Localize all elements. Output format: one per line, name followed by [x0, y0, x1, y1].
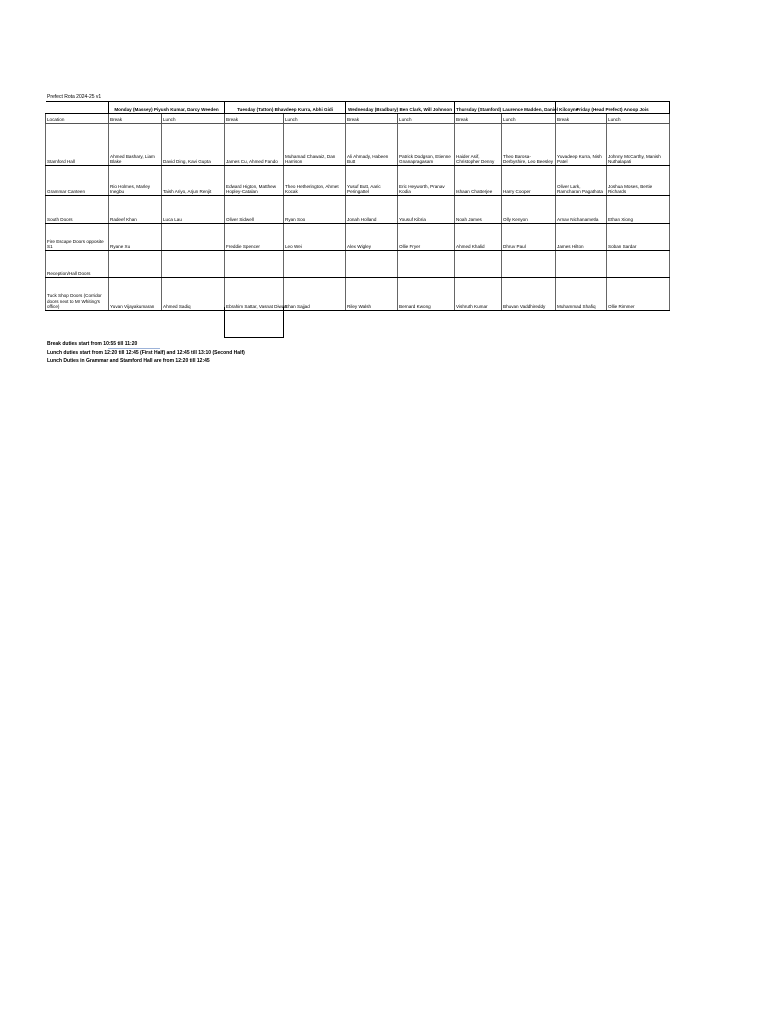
duty-cell: [162, 224, 225, 251]
duty-cell: [398, 251, 455, 278]
duty-cell: Joshua Moses, Bertie Richards: [607, 166, 670, 196]
duty-cell: Bhuvan Vaddhireddy: [502, 278, 556, 311]
duty-cell: Yusuf Butt, Aaric Peringattel: [346, 166, 398, 196]
table-row: [46, 124, 670, 166]
duty-cell: Rio Holmes, Marley Inegbu: [109, 166, 162, 196]
lunch-column-header: Lunch: [607, 114, 670, 124]
duty-cell: [346, 251, 398, 278]
location-column-header: Location: [46, 114, 109, 124]
duty-cell: Patrick Dodgson, Etienne Gnanapragasam: [398, 124, 455, 166]
lunch-column-header: Lunch: [162, 114, 225, 124]
duty-cell: [502, 251, 556, 278]
duty-cell: David Ding, Kavi Gupta: [162, 124, 225, 166]
lunch-column-header: Lunch: [284, 114, 346, 124]
duty-cell: Theo Barosa-Derbyshire, Leo Beesley: [502, 124, 556, 166]
day-header-row: [46, 102, 670, 114]
table-row: [46, 251, 670, 278]
duty-cell: Luca Lau: [162, 196, 225, 224]
duty-cell: [225, 251, 284, 278]
duty-cell: Olly Kenyon: [502, 196, 556, 224]
lunch-column-header: Lunch: [502, 114, 556, 124]
break-column-header: Break: [455, 114, 502, 124]
lunch-column-header: Lunch: [398, 114, 455, 124]
duty-cell: Ethan Xiong: [607, 196, 670, 224]
break-column-header: Break: [346, 114, 398, 124]
duty-cell: Noah James: [455, 196, 502, 224]
break-column-header: Break: [109, 114, 162, 124]
duty-cell: Ehan Sajjad: [284, 278, 346, 311]
duty-cell: Yousuf Kibria: [398, 196, 455, 224]
duty-cell: Ollie Rimmer: [607, 278, 670, 311]
table-row: [46, 224, 670, 251]
duty-cell: Radeef Khan: [109, 196, 162, 224]
duty-cell: Oliver Sidwell: [225, 196, 284, 224]
grammar-stamford-lunch-note: Lunch Duties in Grammar and Stamford Hall are from 12:20 till 12:45: [47, 358, 210, 365]
location-cell: South Doors: [46, 196, 109, 224]
duty-cell: [556, 251, 607, 278]
duty-cell: Ollie Fryer: [398, 224, 455, 251]
duty-cell: Ahmed Sadiq: [162, 278, 225, 311]
duty-time-notes: [47, 340, 260, 366]
duty-cell: [109, 251, 162, 278]
duty-cell: Ryane Xu: [109, 224, 162, 251]
lunch-times-note: Lunch duties start from 12:20 till 12:45 (First Half) and 12:45 till 13:10 (Second Half): [47, 349, 245, 356]
location-cell: Grammar Canteen: [46, 166, 109, 196]
table-row: [46, 278, 670, 311]
location-cell: Reception/Hall Doors: [46, 251, 109, 278]
location-cell: Tuck Shop Doors (Corridor doors next to Mr Whiting's office): [46, 278, 109, 311]
duty-cell: Riley Walsh: [346, 278, 398, 311]
duty-cell: Ryan Soo: [284, 196, 346, 224]
duty-cell: Harry Cooper: [502, 166, 556, 196]
duty-cell: [162, 251, 225, 278]
duty-cell: Arnav Nichanametla: [556, 196, 607, 224]
table-row: [46, 166, 670, 196]
duty-cell: [455, 251, 502, 278]
duty-cell: Jonah Holland: [346, 196, 398, 224]
duty-cell: Ahmed Bashary, Liam Blake: [109, 124, 162, 166]
duty-cell: [284, 251, 346, 278]
header-blank-cell: [46, 102, 109, 114]
empty-bordered-cell: [224, 307, 284, 338]
table-row: [46, 196, 670, 224]
break-times-note: Break duties start from 10:55 till 11:20: [47, 341, 138, 347]
duty-cell: Johnny McCarthy, Manish Nuthalapati: [607, 124, 670, 166]
day-header-friday: Friday (Head Prefect) Anoop Jois: [556, 102, 670, 114]
duty-cell: Muhamad Chawaiz, Dan Harrison: [284, 124, 346, 166]
duty-cell: Eric Heyworth, Pranav Kodia: [398, 166, 455, 196]
duty-cell: Haider Asif, Christopher Denny: [455, 124, 502, 166]
duty-cell: Soban Sardar: [607, 224, 670, 251]
document-title: Prefect Rota 2024-25 v1: [47, 94, 102, 100]
duty-cell: Oliver Lark, Ramcharan Pagathota: [556, 166, 607, 196]
cell-selection-underline: [108, 348, 160, 349]
duty-cell: Ahmed Khalid: [455, 224, 502, 251]
duty-cell: Ishaan Chatterjee: [455, 166, 502, 196]
duty-cell: Freddie Spencer: [225, 224, 284, 251]
location-cell: Stamford Hall: [46, 124, 109, 166]
day-header-thursday: Thursday (Stamford) Laurence Madden, Daniel Kilcoyne: [455, 102, 556, 114]
duty-cell: Theo Hetherington, Ahmet Kocak: [284, 166, 346, 196]
duty-cell: Muhammad Shafiq: [556, 278, 607, 311]
duty-cell: Ali Ahmady, Habeen Butt: [346, 124, 398, 166]
duty-cell: Edward Higton, Matthew Hopley-Catalan: [225, 166, 284, 196]
duty-cell: Yuvadeep Kurra, Nish Patel: [556, 124, 607, 166]
duty-cell: Taish Ariyo, Arjun Renjit: [162, 166, 225, 196]
duty-cell: James Hilton: [556, 224, 607, 251]
day-header-monday: Monday (Massey) Piyush Kumar, Darcy Weeden: [109, 102, 225, 114]
location-cell: Fire Escape Doors opposite S1: [46, 224, 109, 251]
break-column-header: Break: [556, 114, 607, 124]
duty-cell: Yuvan Vijayakumaran: [109, 278, 162, 311]
duty-cell: James Cu, Ahmed Fando: [225, 124, 284, 166]
break-column-header: Break: [225, 114, 284, 124]
duty-cell: Bernard Kwong: [398, 278, 455, 311]
duty-cell: Alex Wigley: [346, 224, 398, 251]
column-header-row: [46, 114, 670, 124]
prefect-rota-table: [45, 101, 670, 311]
duty-cell: Ebrahim Sattar, Vasnat Diwan: [225, 278, 284, 311]
duty-cell: Vishruth Kumar: [455, 278, 502, 311]
day-header-tuesday: Tuesday (Tatton) Bhavdeep Kurra, Abhi Gidi: [225, 102, 346, 114]
duty-cell: Leo Wei: [284, 224, 346, 251]
duty-cell: [607, 251, 670, 278]
day-header-wednesday: Wednesday (Bradbury) Ben Clark, Will Johnson: [346, 102, 455, 114]
duty-cell: Dhruv Paul: [502, 224, 556, 251]
